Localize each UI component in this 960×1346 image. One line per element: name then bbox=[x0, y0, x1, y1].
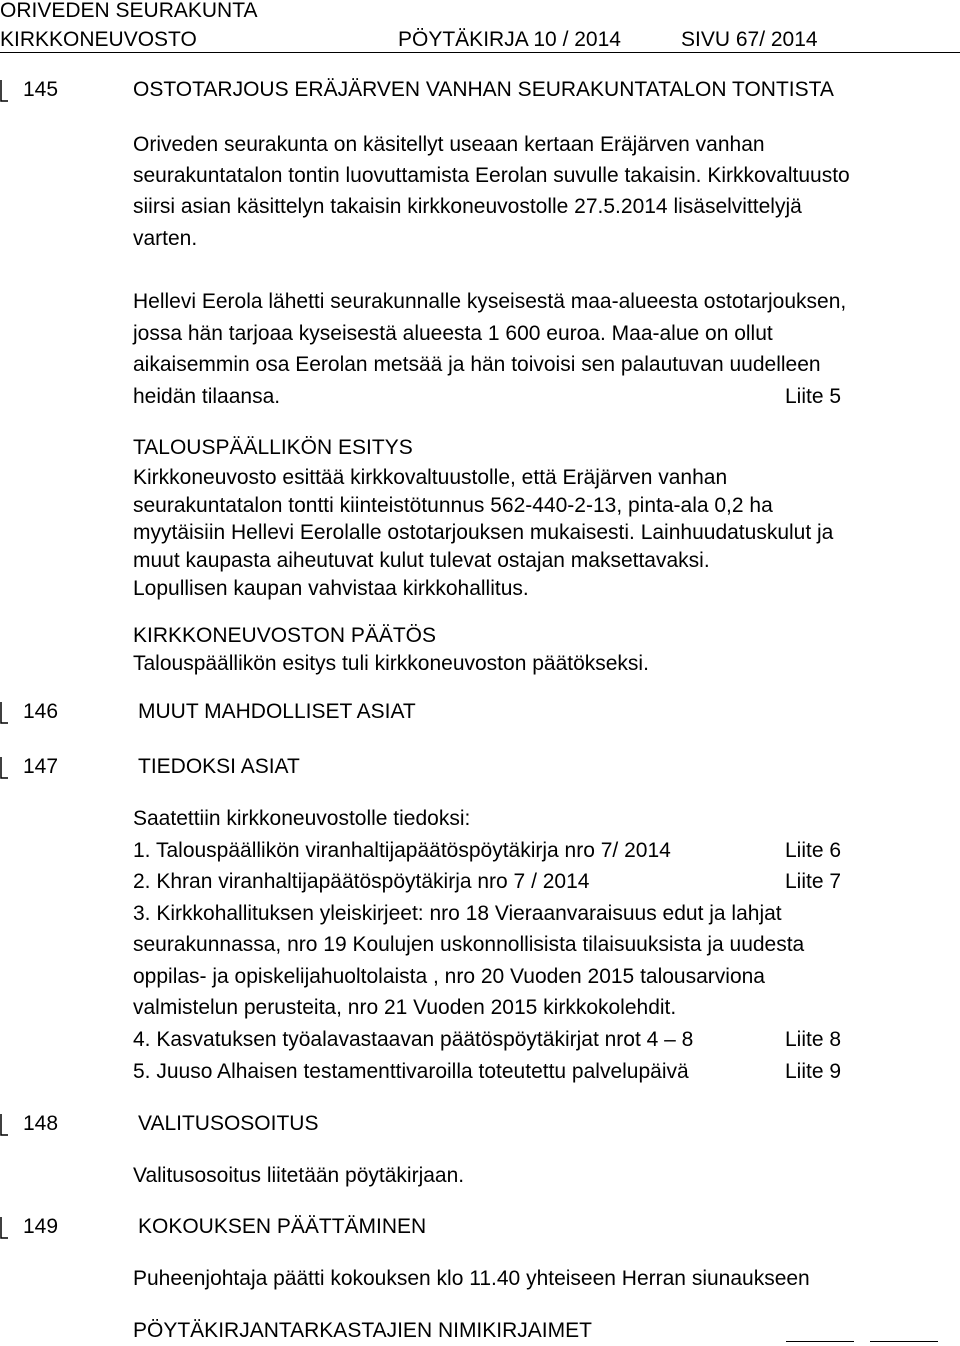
signatures-heading: PÖYTÄKIRJANTARKASTAJIEN NIMIKIRJAIMET bbox=[133, 1319, 592, 1342]
header-body: KIRKKONEUVOSTO bbox=[0, 28, 197, 51]
s145-proposal-line: myytäisiin Hellevi Eerolalle ostotarjouksen mukaisesti. Lainhuudatuskulut ja bbox=[133, 521, 834, 544]
s145-decision-heading: KIRKKONEUVOSTON PÄÄTÖS bbox=[133, 624, 437, 647]
s145-attachment-ref: Liite 5 bbox=[785, 385, 842, 408]
signature-line bbox=[870, 1341, 938, 1342]
section-147-number: 147 bbox=[23, 755, 59, 778]
section-marker-icon bbox=[0, 702, 8, 724]
s147-item-1-attachment: Liite 6 bbox=[785, 839, 842, 862]
s145-p1-line: Oriveden seurakunta on käsitellyt useaan kertaan Eräjärven vanhan bbox=[133, 133, 765, 156]
s147-item-2-attachment: Liite 7 bbox=[785, 870, 842, 893]
s145-p1-line: seurakuntatalon tontin luovuttamista Eerolan suvulle takaisin. Kirkkovaltuusto bbox=[133, 164, 850, 187]
s145-p2-line: jossa hän tarjoaa kyseisestä alueesta 1 600 euroa. Maa-alue on ollut bbox=[133, 322, 773, 345]
header-rule bbox=[0, 52, 960, 53]
s148-text: Valitusosoitus liitetään pöytäkirjaan. bbox=[133, 1164, 465, 1187]
section-146-number: 146 bbox=[23, 700, 59, 723]
s145-proposal-line: muut kaupasta aiheutuvat kulut tulevat ostajan maksettavaksi. bbox=[133, 549, 710, 572]
signature-line bbox=[786, 1341, 854, 1342]
section-148-number: 148 bbox=[23, 1112, 59, 1135]
section-marker-icon bbox=[0, 757, 8, 779]
section-149-number: 149 bbox=[23, 1215, 59, 1238]
s147-intro: Saatettiin kirkkoneuvostolle tiedoksi: bbox=[133, 807, 471, 830]
s145-p1-line: siirsi asian käsittelyn takaisin kirkkoneuvostolle 27.5.2014 lisäselvittelyjä bbox=[133, 195, 802, 218]
s145-proposal-line: seurakuntatalon tontti kiinteistötunnus 562-440-2-13, pinta-ala 0,2 ha bbox=[133, 494, 773, 517]
s145-proposal-line: Lopullisen kaupan vahvistaa kirkkohallitus. bbox=[133, 577, 529, 600]
s147-item-3-line: 3. Kirkkohallituksen yleiskirjeet: nro 18 Vieraanvaraisuus edut ja lahjat bbox=[133, 902, 782, 925]
section-146-title: MUUT MAHDOLLISET ASIAT bbox=[138, 700, 416, 723]
section-149-title: KOKOUKSEN PÄÄTTÄMINEN bbox=[138, 1215, 427, 1238]
s147-item-3-line: seurakunnassa, nro 19 Koulujen uskonnollisista tilaisuuksista ja uudesta bbox=[133, 933, 805, 956]
section-marker-icon bbox=[0, 1114, 8, 1136]
section-147-title: TIEDOKSI ASIAT bbox=[138, 755, 300, 778]
s147-item-5-attachment: Liite 9 bbox=[785, 1060, 842, 1083]
s147-item-2: 2. Khran viranhaltijapäätöspöytäkirja nro 7 / 2014 bbox=[133, 870, 590, 893]
s147-item-5: 5. Juuso Alhaisen testamenttivaroilla toteutettu palvelupäivä bbox=[133, 1060, 689, 1083]
s145-decision: Talouspäällikön esitys tuli kirkkoneuvoston päätökseksi. bbox=[133, 652, 649, 675]
s147-item-4-attachment: Liite 8 bbox=[785, 1028, 842, 1051]
s145-p1-line: varten. bbox=[133, 227, 198, 250]
s145-p2-line: aikaisemmin osa Eerolan metsää ja hän toivoisi sen palautuvan uudelleen bbox=[133, 353, 821, 376]
s145-proposal-heading: TALOUSPÄÄLLIKÖN ESITYS bbox=[133, 436, 413, 459]
s147-item-3-line: oppilas- ja opiskelijahuoltolaista , nro 20 Vuoden 2015 talousarviona bbox=[133, 965, 765, 988]
s145-p2-line: heidän tilaansa. bbox=[133, 385, 281, 408]
s147-item-3-line: valmistelun perusteita, nro 21 Vuoden 2015 kirkkokolehdit. bbox=[133, 996, 677, 1019]
s145-proposal-line: Kirkkoneuvosto esittää kirkkovaltuustolle, että Eräjärven vanhan bbox=[133, 466, 728, 489]
s147-item-1: 1. Talouspäällikön viranhaltijapäätöspöytäkirja nro 7/ 2014 bbox=[133, 839, 671, 862]
s149-text: Puheenjohtaja päätti kokouksen klo 11.40 yhteiseen Herran siunaukseen bbox=[133, 1267, 810, 1290]
header-page: SIVU 67/ 2014 bbox=[681, 28, 818, 51]
s147-item-4: 4. Kasvatuksen työalavastaavan päätöspöytäkirjat nrot 4 – 8 bbox=[133, 1028, 694, 1051]
header-org: ORIVEDEN SEURAKUNTA bbox=[0, 0, 258, 22]
s145-p2-line: Hellevi Eerola lähetti seurakunnalle kyseisestä maa-alueesta ostotarjouksen, bbox=[133, 290, 847, 313]
header-minutes: PÖYTÄKIRJA 10 / 2014 bbox=[398, 28, 621, 51]
section-145-title: OSTOTARJOUS ERÄJÄRVEN VANHAN SEURAKUNTATALON TONTISTA bbox=[133, 78, 834, 101]
section-148-title: VALITUSOSOITUS bbox=[138, 1112, 319, 1135]
section-marker-icon bbox=[0, 80, 8, 102]
section-145-number: 145 bbox=[23, 78, 59, 101]
section-marker-icon bbox=[0, 1217, 8, 1239]
